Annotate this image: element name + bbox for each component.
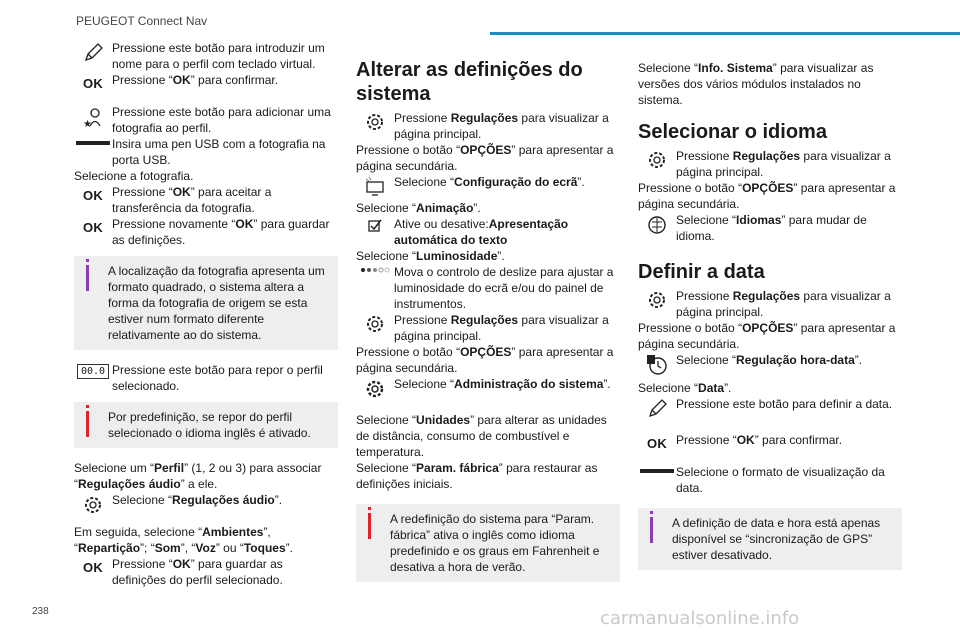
apresentacao-text: Ative ou desative:Apresentação automática do texto	[394, 217, 569, 247]
opcoes-text-3: Pressione o botão “OPÇÕES” para apresentar a página secundária.	[638, 181, 896, 211]
clock-date-icon	[638, 352, 676, 376]
data-text: Selecione “Data”.	[638, 381, 732, 395]
row-add-photo	[74, 104, 338, 136]
settings-gear-icon	[638, 148, 676, 170]
usb-text: Insira uma pen USB com a fotografia na porta USB.	[112, 137, 326, 167]
virtual-keyboard-text: Pressione este botão para introduzir um nome para o perfil com teclado virtual.	[112, 41, 325, 71]
save-text: Pressione novamente “OK” para guardar as definições.	[112, 217, 330, 247]
row-audio-settings	[74, 492, 338, 516]
row-admin-sistema	[356, 376, 620, 400]
warning-box-reset: Por predefinição, se repor do perfil selecionado o idioma inglês é ativado.	[74, 402, 338, 448]
row-config-ecra	[356, 174, 620, 196]
ok-icon: OK	[82, 220, 104, 235]
row-confirm-ok	[74, 72, 338, 92]
confirm-date-text: Pressione “OK” para confirmar.	[676, 433, 843, 447]
opcoes-text-2: Pressione o botão “OPÇÕES” para apresentar a página secundária.	[356, 345, 614, 375]
select-profile-text: Selecione um “Perfil” (1, 2 ou 3) para associar “Regulações áudio” a ele.	[74, 461, 322, 491]
slider-text: Mova o controlo de deslize para ajustar a luminosidade do ecrã e/ou do painel de instrumentos.	[394, 265, 614, 311]
audio-settings-icon	[74, 492, 112, 516]
then-select-text: Em seguida, selecione “Ambientes”, “Repartição”; “Som”, “Voz” ou “Toques”.	[74, 525, 293, 555]
select-photo-text: Selecione a fotografia.	[74, 169, 194, 183]
heading-select-language: Selecionar o idioma	[638, 121, 827, 143]
press-regulacoes-text: Pressione Regulações para visualizar a página principal.	[394, 111, 609, 141]
row-press-regulacoes	[356, 110, 620, 142]
press-regulacoes-text-2: Pressione Regulações para visualizar a página principal.	[394, 313, 609, 343]
press-regulacoes-text-4: Pressione Regulações para visualizar a página principal.	[676, 289, 891, 319]
screen-config-icon	[356, 174, 394, 196]
heading-system-settings: Alterar as definições do sistema	[356, 59, 583, 105]
idiomas-text: Selecione “Idiomas” para mudar de idioma.	[676, 213, 867, 243]
admin-sistema-text: Selecione “Administração do sistema”.	[394, 377, 611, 391]
row-confirm-date	[638, 432, 902, 452]
brightness-slider-icon	[356, 264, 394, 274]
ok-icon: OK	[82, 76, 104, 91]
info-box-gps: A definição de data e hora está apenas disponível se “sincronização de GPS” estiver desativado.	[638, 508, 902, 570]
save-profile-text: Pressione “OK” para guardar as definições do perfil selecionado.	[112, 557, 283, 587]
regulacao-hora-text: Selecione “Regulação hora-data”.	[676, 353, 863, 367]
reset-text: Pressione este botão para repor o perfil selecionado.	[112, 363, 323, 393]
warning-box-factory-reset: A redefinição do sistema para “Param. fábrica” ativa o inglês como idioma predefinido e os graus em Fahrenheit e desativa a hora de verão.	[356, 504, 620, 582]
accept-text: Pressione “OK” para aceitar a transferência da fotografia.	[112, 185, 272, 215]
row-press-regulacoes-4	[638, 288, 902, 320]
column-1	[74, 40, 338, 588]
row-save	[74, 216, 338, 248]
settings-gear-icon	[356, 312, 394, 334]
settings-gear-icon	[638, 288, 676, 310]
settings-gear-icon	[356, 110, 394, 132]
unidades-text: Selecione “Unidades” para alterar as unidades de distância, consumo de combustível e temperatura.	[356, 413, 607, 459]
row-reset	[74, 362, 338, 394]
ok-icon: OK	[646, 436, 668, 451]
row-press-regulacoes-2	[356, 312, 620, 344]
info-sistema-text: Selecione “Info. Sistema” para visualizar as versões dos vários módulos instalados no sistema.	[638, 61, 874, 107]
info-icon	[86, 265, 89, 291]
date-format-text: Selecione o formato de visualização da data.	[676, 465, 885, 495]
column-2	[356, 58, 620, 582]
animacao-text: Selecione “Animação”.	[356, 201, 481, 215]
config-ecra-text: Selecione “Configuração do ecrã”.	[394, 175, 585, 189]
row-apresentacao	[356, 216, 620, 248]
heading-set-date: Definir a data	[638, 261, 765, 283]
info-icon	[650, 517, 653, 543]
opcoes-text-4: Pressione o botão “OPÇÕES” para apresentar a página secundária.	[638, 321, 896, 351]
row-save-profile	[74, 556, 338, 588]
info-box-photo: A localização da fotografia apresenta um formato quadrado, o sistema altera a forma da fotografia de origem se esta estiver num formato diferente relativamente ao do sistema.	[74, 256, 338, 350]
warning-icon	[86, 411, 89, 437]
row-press-regulacoes-3	[638, 148, 902, 180]
param-fabrica-text: Selecione “Param. fábrica” para restaurar as definições iniciais.	[356, 461, 598, 491]
confirm-ok-text: Pressione “OK” para confirmar.	[112, 73, 279, 87]
row-virtual-keyboard	[74, 40, 338, 72]
row-usb	[74, 136, 338, 168]
opcoes-text: Pressione o botão “OPÇÕES” para apresentar a página secundária.	[356, 143, 614, 173]
row-date-format	[638, 464, 902, 496]
press-regulacoes-text-3: Pressione Regulações para visualizar a página principal.	[676, 149, 891, 179]
row-slider	[356, 264, 620, 312]
add-profile-photo-icon	[74, 104, 112, 128]
watermark: carmanualsonline.info	[600, 608, 800, 629]
ok-icon: OK	[82, 560, 104, 575]
pencil-icon	[638, 396, 676, 420]
checkbox-icon	[356, 216, 394, 232]
format-bar-icon	[638, 464, 676, 476]
column-3	[638, 60, 902, 570]
header-rule	[490, 32, 960, 35]
svg-text:★: ★	[83, 119, 92, 128]
page-header-title: PEUGEOT Connect Nav	[76, 14, 208, 28]
system-admin-gear-icon	[356, 376, 394, 400]
page-number: 238	[32, 606, 49, 617]
row-idiomas	[638, 212, 902, 244]
select-audio-text: Selecione “Regulações áudio”.	[112, 493, 283, 507]
language-icon	[638, 212, 676, 236]
ok-icon: OK	[82, 188, 104, 203]
luminosidade-text: Selecione “Luminosidade”.	[356, 249, 505, 263]
pencil-icon	[74, 40, 112, 64]
row-accept	[74, 184, 338, 216]
set-date-text: Pressione este botão para definir a data.	[676, 397, 893, 411]
reset-profile-icon: 00.0	[74, 362, 112, 379]
row-regulacao-hora	[638, 352, 902, 376]
add-photo-text: Pressione este botão para adicionar uma fotografia ao perfil.	[112, 105, 331, 135]
usb-stick-icon	[74, 136, 112, 148]
row-set-date	[638, 396, 902, 420]
warning-icon	[368, 513, 371, 539]
